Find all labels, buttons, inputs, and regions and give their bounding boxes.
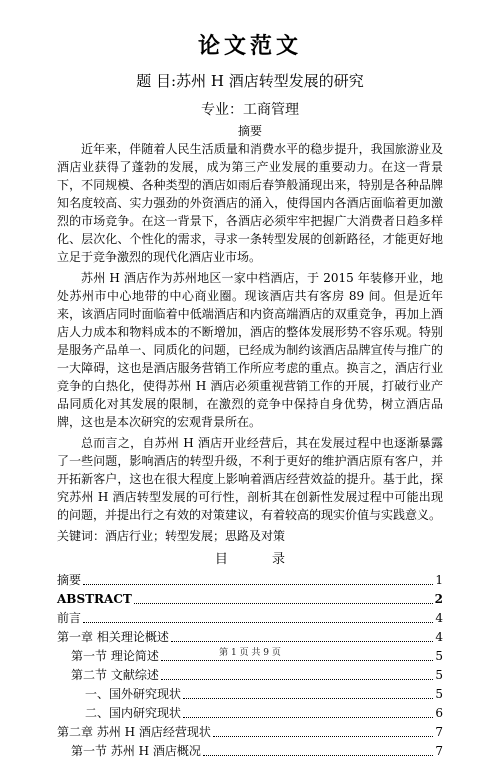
toc-entry-page: 4: [435, 630, 443, 644]
toc-entry-label: 第一节 苏州 H 酒店概况: [71, 744, 201, 758]
toc-entry-section-2-1[interactable]: [57, 743, 443, 760]
toc-entry-section-1-2[interactable]: [57, 667, 443, 684]
toc-entry-label: 前言: [57, 611, 82, 625]
toc-entry-label: 第一节 理论简述: [71, 649, 159, 663]
toc-entry-label: ABSTRACT: [57, 592, 132, 606]
toc-entry-page: 4: [435, 611, 443, 625]
toc-heading: 目 录: [214, 552, 306, 567]
toc-entry-page: 5: [435, 668, 443, 682]
toc-leader: [83, 622, 433, 623]
abstract-paragraph-1: 近年来，伴随着人民生活质量和消费水平的稳步提升，我国旅游业及酒店业获得了蓬勃的发展，成为第三产业发展的重要动力。在这一背景下，不同规模、各种类型的酒店如雨后春笋般涌现出来，特别是各种品牌知名度较高、实力强劲的外资酒店的涌入，使得国内各酒店面临着更加激烈的市场竞争。在这一背景下，各酒店必须牢牢把握广大消费者日趋多样化、层次化、个性化的需求，寻求一条转型发展的创新路径，才能更好地立足于竞争激烈的现代化酒店业市场。: [57, 142, 443, 264]
toc-entry-subsection-domestic[interactable]: [57, 705, 443, 722]
toc-entry-page: 1: [435, 573, 443, 587]
page-footer: 第 1 页 共 9 页: [219, 648, 281, 658]
toc-entry-label: 第二节 文献综述: [71, 668, 159, 682]
toc-leader: [134, 603, 433, 604]
toc-leader: [171, 641, 434, 642]
toc-leader: [203, 755, 433, 756]
toc-entry-label: 二、国内研究现状: [85, 706, 182, 720]
toc-entry-label: 摘要: [57, 573, 82, 587]
major-line: 专业：工商管理: [201, 102, 299, 118]
toc-entry-chapter-2[interactable]: [57, 724, 443, 741]
toc-entry-label: 第二章 苏州 H 酒店经营现状: [57, 725, 211, 739]
toc-leader: [183, 717, 433, 718]
toc-entry-page: 2: [434, 592, 443, 606]
document-title: 论文范文: [197, 33, 302, 59]
toc-entry-page: 7: [435, 725, 443, 739]
toc-entry-abstract-en[interactable]: [57, 591, 443, 608]
toc-entry-label: 一、国外研究现状: [85, 687, 182, 701]
toc-leader: [83, 584, 433, 585]
toc-leader: [213, 736, 433, 737]
table-of-contents: [57, 572, 443, 760]
toc-entry-page: 7: [435, 744, 443, 758]
toc-entry-chapter-1[interactable]: [57, 629, 443, 646]
toc-entry-page: 5: [435, 687, 443, 701]
keywords-line: 关键词：酒店行业；转型发展；思路及对策: [57, 529, 286, 543]
toc-entry-preface[interactable]: [57, 610, 443, 627]
toc-leader: [161, 660, 434, 661]
toc-entry-label: 第一章 相关理论概述: [57, 630, 169, 644]
abstract-paragraph-3: 总而言之，自苏州 H 酒店开业经营后，其在发展过程中也逐渐暴露了一些问题，影响酒店的转型升级，不利于更好的维护酒店原有客户，并开拓新客户，这也在很大程度上影响着酒店经营效益的提升。基于此，探究苏州 H 酒店转型发展的可行性，剖析其在创新性发展过程中可能出现的问题，并提出行之有效的对策建议，有着较高的现实价值与实践意义。: [57, 436, 443, 522]
toc-entry-page: 5: [435, 649, 443, 663]
toc-leader: [161, 679, 434, 680]
thesis-subject: 题 目:苏州 H 酒店转型发展的研究: [136, 72, 364, 90]
toc-entry-abstract-cn[interactable]: [57, 572, 443, 589]
toc-leader: [183, 698, 433, 699]
toc-entry-page: 6: [435, 706, 443, 720]
toc-entry-subsection-foreign[interactable]: [57, 686, 443, 703]
abstract-paragraph-2: 苏州 H 酒店作为苏州地区一家中档酒店，于 2015 年装修开业，地处苏州市中心地带的中心商业圈。现该酒店共有客房 89 间。但是近年来，该酒店同时面临着中低端酒店和内资高端酒店的双重竞争，再加上酒店人力成本和物料成本的不断增加，酒店的整体发展形势不容乐观。特别是服务产品单一、同质化的问题，已经成为制约该酒店品牌宣传与推广的一大障碍，这也是酒店服务营销工作所应考虑的重点。换言之，酒店行业竞争的白热化，使得苏州 H 酒店必须重视营销工作的开展，打破行业产品同质化对其发展的限制，在激烈的竞争中保持自身优势，树立酒店品牌，这也是本次研究的宏观背景所在。: [57, 271, 443, 429]
abstract-heading: 摘要: [237, 124, 262, 138]
